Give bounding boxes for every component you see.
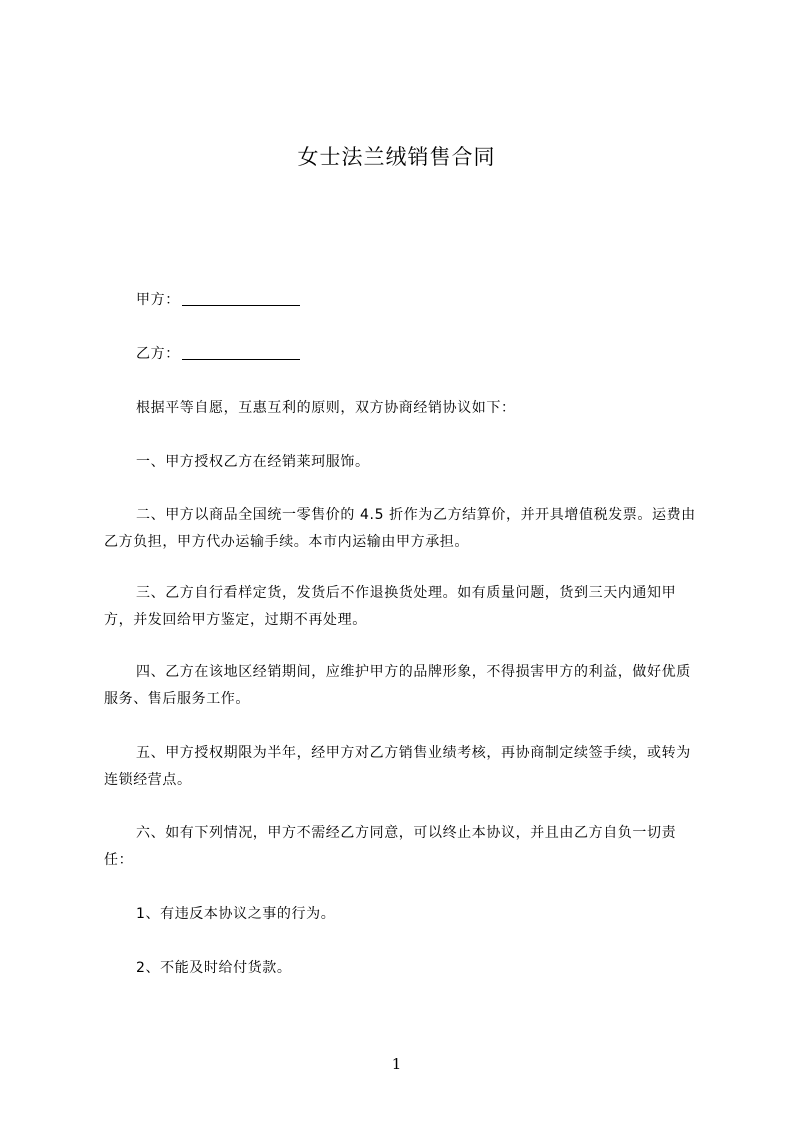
intro-paragraph: 根据平等自愿，互惠互利的原则，双方协商经销协议如下： (136, 400, 516, 416)
party-a-label: 甲方： (136, 292, 180, 308)
clause-2: 二、甲方以商品全国统一零售价的 4.5 折作为乙方结算价，并开具增值税发票。运费由乙方负担，甲方代办运输手续。本市内运输由甲方承担。 (104, 507, 696, 550)
sub-item-1: 1、有违反本协议之事的行为。 (136, 906, 336, 922)
clause-3: 三、乙方自行看样定货，发货后不作退换货处理。如有质量问题，货到三天内通知甲方，并发回给甲方鉴定，过期不再处理。 (104, 585, 677, 628)
document-title: 女士法兰绒销售合同 (297, 145, 496, 169)
sub-item-2: 2、不能及时给付货款。 (136, 960, 292, 976)
party-b-label: 乙方： (136, 346, 180, 362)
clause-1: 一、甲方授权乙方在经销莱珂服饰。 (136, 454, 370, 470)
clause-6: 六、如有下列情况，甲方不需经乙方同意，可以终止本协议，并且由乙方自负一切责任： (104, 825, 677, 868)
party-a-line (104, 287, 704, 314)
party-b-line (104, 341, 704, 368)
page-number: 1 (391, 1055, 402, 1073)
party-a-blank (182, 291, 300, 306)
party-b-blank (182, 345, 300, 360)
clause-5: 五、甲方授权期限为半年，经甲方对乙方销售业绩考核，再协商制定续签手续，或转为连锁经营点。 (104, 745, 691, 788)
clause-4: 四、乙方在该地区经销期间，应维护甲方的品牌形象，不得损害甲方的利益，做好优质服务、售后服务工作。 (104, 664, 691, 707)
